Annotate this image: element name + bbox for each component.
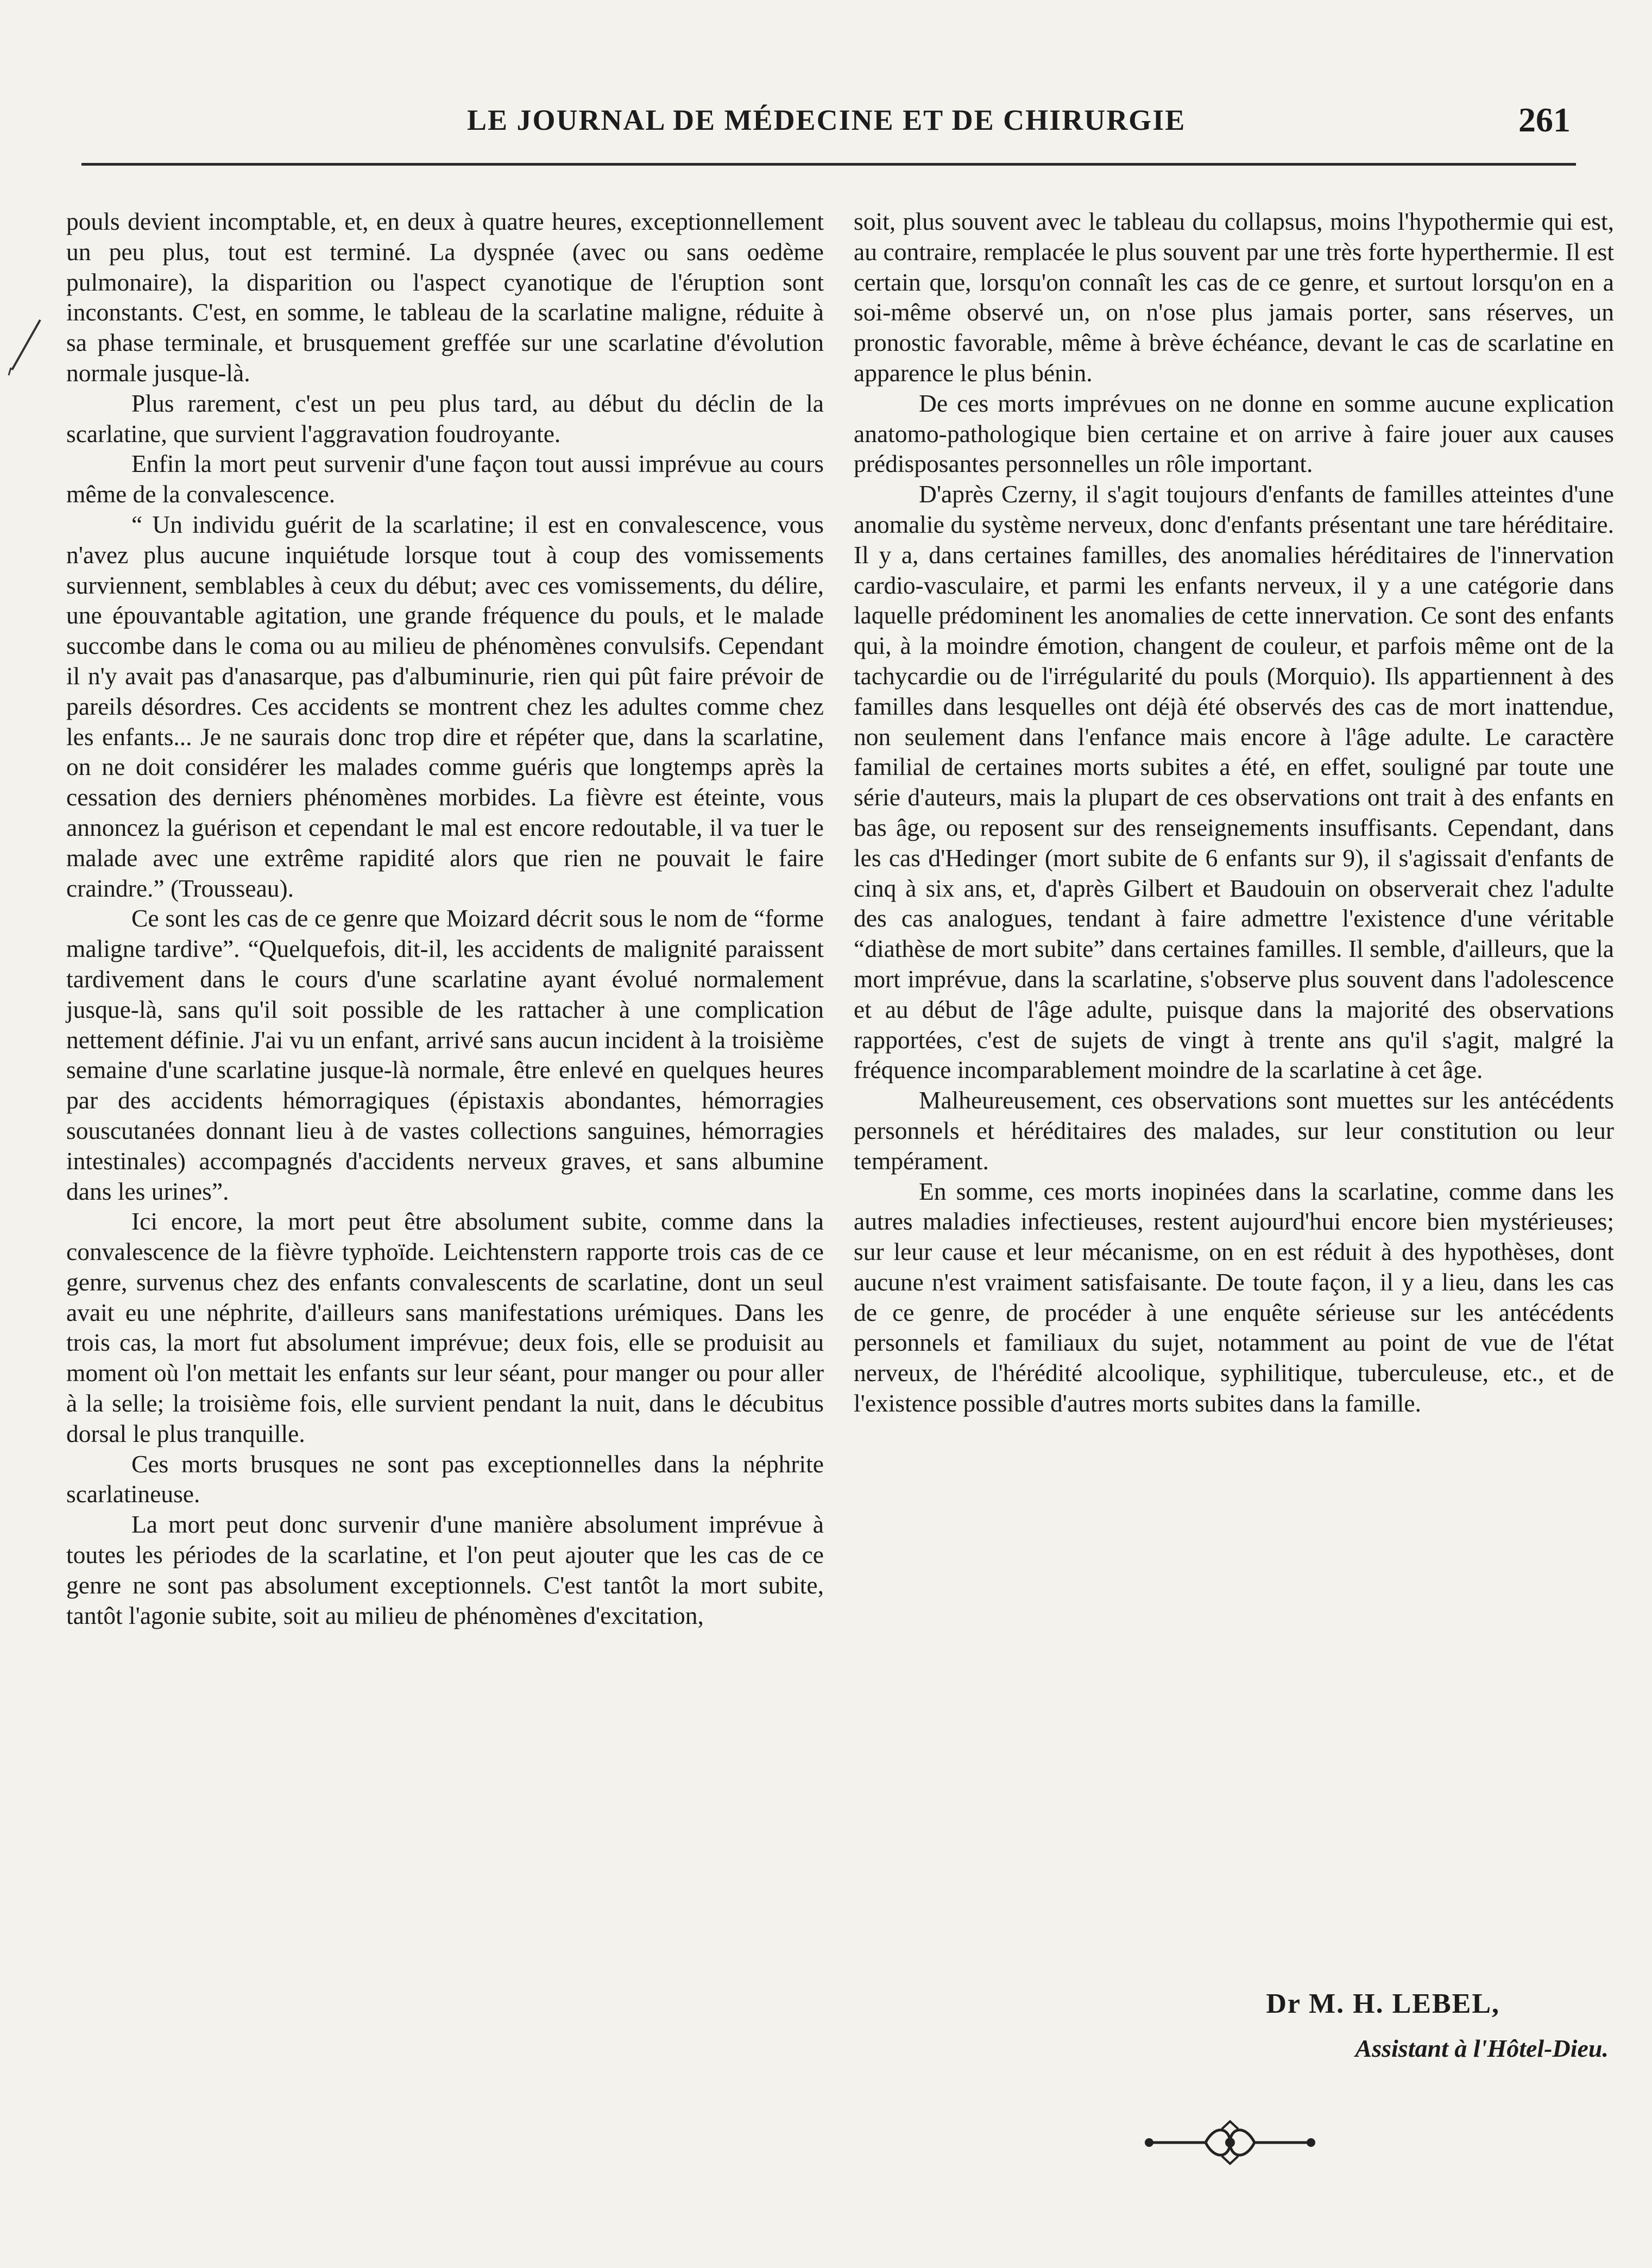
- paragraph: Plus rarement, c'est un peu plus tard, au début du déclin de la scarlatine, que survient l'aggravation foudroyante.: [66, 389, 824, 448]
- paragraph: Ces morts brusques ne sont pas exceptionnelles dans la néphrite scarlatineuse.: [66, 1450, 824, 1508]
- paragraph: La mort peut donc survenir d'une manière absolument imprévue à toutes les périodes de la scarlatine, et l'on peut ajouter que les cas de ce genre ne sont pas absolument exceptionnels. C'est tantôt la mort subite, tantôt l'agonie subite, soit au milieu de phénomènes d'excitation,: [66, 1510, 824, 1629]
- margin-pencil-mark: [7, 318, 45, 377]
- paragraph: Ce sont les cas de ce genre que Moizard décrit sous le nom de “forme maligne tardive”. “Quelquefois, dit-il, les accidents de malignité paraissent tardivement dans le cours d'une scarlatine ayant évolué normalement jusque-là, sans qu'il soit possible de les rattacher à une complication nettement définie. J'ai vu un enfant, arrivé sans aucun incident à la troisième semaine d'une scarlatine jusque-là normale, être enlevé en quelques heures par des accidents hémorragiques (épistaxis abondantes, hémorragies souscutanées donnant lieu à de vastes collections sanguines, hémorragies intestinales) accompagnés d'accidents nerveux graves, et sans albumine dans les urines”.: [66, 904, 824, 1205]
- journal-title: LE JOURNAL DE MÉDECINE ET DE CHIRURGIE: [467, 104, 1186, 136]
- paragraph: D'après Czerny, il s'agit toujours d'enfants de familles atteintes d'une anomalie du système nerveux, donc d'enfants présentant une tare héréditaire. Il y a, dans certaines familles, des anomalies héréditaires de l'innervation cardio-vasculaire, et parmi les enfants nerveux, il y a une catégorie dans laquelle prédominent les anomalies de cette innervation. Ce sont des enfants qui, à la moindre émotion, changent de couleur, et parfois même ont de la tachycardie ou de l'irrégularité du pouls (Morquio). Ils appartiennent à des familles dans lesquelles ont déjà été observés des cas de mort inattendue, non seulement dans l'enfance mais encore à l'âge adulte. Le caractère familial de certaines morts subites a été, en effet, souligné par toute une série d'auteurs, mais la plupart de ces observations ont trait à des enfants en bas âge, ou reposent sur des renseignements insuffisants. Cependant, dans les cas d'Hedinger (mort subite de 6 enfants sur 9), il s'agissait d'enfants de cinq à six ans, et, d'après Gilbert et Baudouin on observerait chez l'adulte des cas analogues, tendant à faire admettre l'existence d'une véritable “diathèse de mort subite” dans certaines familles. Il semble, d'ailleurs, que la mort imprévue, dans la scarlatine, s'observe plus souvent dans l'adolescence et au début de l'âge adulte, puisque dans la majorité des observations rapportées, c'est de sujets de vingt à trente ans qu'il s'agit, malgré la fréquence incomparablement moindre de la scarlatine à cet âge.: [854, 480, 1614, 1084]
- paragraph: Malheureusement, ces observations sont muettes sur les antécédents personnels et héréditaires des malades, sur leur constitution ou leur tempérament.: [854, 1086, 1614, 1175]
- author-name: Dr M. H. LEBEL,: [1266, 1988, 1500, 2019]
- right-column: [854, 206, 1614, 1419]
- paragraph: pouls devient incomptable, et, en deux à quatre heures, exceptionnellement un peu plus, tout est terminé. La dyspnée (avec ou sans oedème pulmonaire), la disparition ou l'aspect cyanotique de l'éruption sont inconstants. C'est, en somme, le tableau de la scarlatine maligne, réduite à sa phase terminale, et brusquement greffée sur une scarlatine d'évolution normale jusque-là.: [66, 207, 824, 387]
- paragraph: En somme, ces morts inopinées dans la scarlatine, comme dans les autres maladies infectieuses, restent aujourd'hui encore bien mystérieuses; sur leur cause et leur mécanisme, on en est réduit à des hypothèses, dont aucune n'est vraiment satisfaisante. De toute façon, il y a lieu, dans les cas de ce genre, de procéder à une enquête sérieuse sur les antécédents personnels et familiaux du sujet, notamment au point de vue de l'état nerveux, de l'hérédité alcoolique, syphilitique, tuberculeuse, etc., et de l'existence possible d'autres morts subites dans la famille.: [854, 1177, 1614, 1418]
- paragraph: Enfin la mort peut survenir d'une façon tout aussi imprévue au cours même de la convalescence.: [66, 450, 824, 508]
- left-column: [66, 206, 824, 1630]
- author-signature: [1266, 1988, 1609, 2063]
- page-number: 261: [1518, 100, 1571, 139]
- header-rule: [81, 163, 1576, 166]
- paragraph: Ici encore, la mort peut être absolument subite, comme dans la convalescence de la fièvre typhoïde. Leichtenstern rapporte trois cas de ce genre, survenus chez des enfants convalescents de scarlatine, dont un seul avait eu une néphrite, d'ailleurs sans manifestations urémiques. Dans les trois cas, la mort fut absolument imprévue; deux fois, elle se produisit au moment où l'on mettait les enfants sur leur séant, pour manger ou pour aller à la selle; la troisième fois, elle survient pendant la nuit, dans le décubitus dorsal le plus tranquille.: [66, 1207, 824, 1447]
- fleuron-ornament-icon: [1140, 2118, 1320, 2167]
- author-title: Assistant à l'Hôtel-Dieu.: [1355, 2034, 1609, 2062]
- quote-paragraph: “ Un individu guérit de la scarlatine; il est en convalescence, vous n'avez plus aucune inquiétude lorsque tout à coup des vomissements surviennent, semblables à ceux du début; avec ces vomissements, du délire, une épouvantable agitation, une grande fréquence du pouls, et le malade succombe dans le coma ou au milieu de phénomènes convulsifs. Cependant il n'y avait pas d'anasarque, pas d'albuminurie, rien qui pût faire prévoir de pareils désordres. Ces accidents se montrent chez les adultes comme chez les enfants... Je ne saurais donc trop dire et répéter que, dans la scarlatine, on ne doit considérer les malades comme guéris que longtemps après la cessation des derniers phénomènes morbides. La fièvre est éteinte, vous annoncez la guérison et cependant le mal est encore redoutable, il va tuer le malade avec une extrême rapidité alors que rien ne pouvait le faire craindre.” (Trousseau).: [66, 510, 824, 902]
- paragraph: soit, plus souvent avec le tableau du collapsus, moins l'hypothermie qui est, au contraire, remplacée le plus souvent par une très forte hyperthermie. Il est certain que, lorsqu'on connaît les cas de ce genre, et surtout lorsqu'on en a soi-même observé un, on n'ose plus jamais porter, sans réserves, un pronostic favorable, même à brève échéance, devant le cas de scarlatine en apparence le plus bénin.: [854, 207, 1614, 387]
- paragraph: De ces morts imprévues on ne donne en somme aucune explication anatomo-pathologique bien certaine et on arrive à faire jouer aux causes prédisposantes personnelles un rôle important.: [854, 389, 1614, 478]
- running-header: [65, 100, 1587, 147]
